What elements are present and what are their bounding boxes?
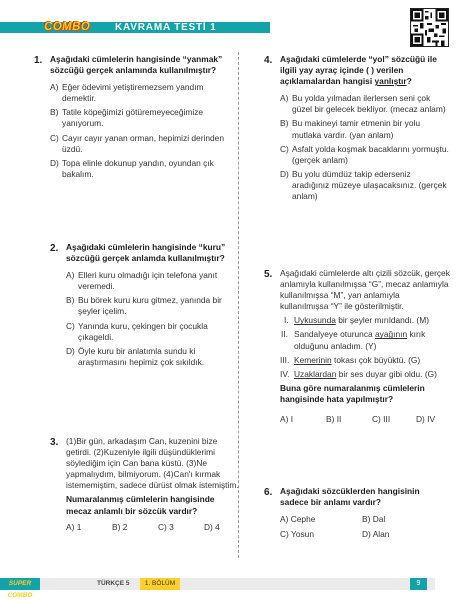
- option-text: Eğer ödevimi yetiştiremezsem yandım demektir.: [62, 82, 204, 104]
- option-text: Bu börek kuru kuru gitmez, yanında bir şeyler içelim.: [78, 295, 222, 317]
- option-letter: B): [280, 118, 289, 129]
- statement-text: tokası çok büyüktü. (G): [331, 354, 421, 365]
- underlined-word: Uzaklardan: [294, 368, 337, 379]
- statement-text: bir ses duyar gibi oldu. (G): [336, 368, 437, 379]
- option-letter: A): [66, 270, 75, 281]
- roman-number: IV.: [280, 368, 290, 379]
- option-a[interactable]: [50, 82, 230, 104]
- option-letter: D): [66, 345, 75, 356]
- option-c[interactable]: [66, 321, 244, 343]
- page-number: 9: [410, 578, 427, 590]
- question-passage: (1)Bir gün, arkadaşım Can, kuzenini bize getirdi. (2)Kuzeniyle ilgili düşündüklerimi söylediğim için Can bana küstü. (3)Ne yapmalıydım, bilmiyorum. (4)Can'ı kırmak istememiştim, sadece dürüst olmak istemiştim.: [66, 436, 239, 491]
- answer-c[interactable]: C) 3: [158, 521, 174, 532]
- roman-number: I.: [284, 315, 289, 326]
- option-letter: C): [50, 132, 59, 143]
- option-letter: D): [280, 168, 289, 179]
- question-stem: Buna göre numaralanmış cümlelerin hangisinde hata yapılmıştır?: [280, 382, 425, 404]
- question-stem: Aşağıdaki cümlelerin hangisinde “kuru” sözcüğü gerçek anlamda kullanılmıştır?: [66, 242, 226, 264]
- statement-text: Sandalyeye oturunca: [294, 329, 376, 340]
- question-number: 6.: [264, 487, 273, 498]
- option-letter: B): [66, 295, 75, 306]
- underlined-word: Kemerinin: [294, 354, 332, 365]
- answer-d[interactable]: D) 4: [204, 521, 220, 532]
- question-6: [264, 486, 450, 540]
- answer-b[interactable]: B) II: [326, 414, 342, 425]
- answer-b[interactable]: B) 2: [112, 521, 128, 532]
- option-a[interactable]: [66, 270, 244, 292]
- option-letter: A): [50, 82, 59, 93]
- answer-a[interactable]: A) I: [280, 414, 294, 425]
- question-number: 2.: [50, 243, 59, 254]
- question-number: 4.: [264, 55, 273, 66]
- option-text: Bu makineyi tamir etmenin bir yolu mutlaka vardır. (yan anlam): [292, 118, 421, 140]
- question-stem: Aşağıdaki sözcüklerden hangisinin sadece bir anlamı vardır?: [280, 486, 420, 508]
- answer-b[interactable]: B) Dal: [362, 514, 386, 525]
- answer-d[interactable]: D) IV: [416, 414, 436, 425]
- question-number: 5.: [264, 269, 273, 280]
- answer-d[interactable]: D) Alan: [362, 529, 390, 540]
- answer-c[interactable]: C) Yosun: [280, 529, 314, 540]
- statement-2: [280, 329, 450, 351]
- option-text: Yanında kuru, çekingen bir çocukla çıkageldi.: [78, 320, 208, 342]
- question-stem: Numaralanmış cümlelerin hangisinde mecaz anlamlı bir sözcük vardır?: [66, 494, 215, 516]
- page-title: KAVRAMA TESTİ 1: [115, 22, 217, 33]
- footer-logo: SUPER COMBO: [0, 578, 40, 590]
- question-1: [34, 54, 230, 180]
- option-d[interactable]: [66, 346, 244, 368]
- option-letter: C): [66, 320, 75, 331]
- answer-a[interactable]: A) 1: [66, 521, 82, 532]
- option-text: Bu yolda yılmadan ilerlersen seni çok güzel bir gelecek bekliyor. (mecaz anlam): [292, 93, 446, 115]
- question-stem: Aşağıdaki cümlelerin hangisinde “yanmak” sözcüğü gerçek anlamında kullanılmıştır?: [50, 54, 223, 76]
- option-text: Tatile köpeğimizi götüremeyeceğimize yanıyorum.: [62, 107, 204, 129]
- option-d[interactable]: [280, 169, 450, 202]
- option-c[interactable]: [50, 133, 230, 155]
- option-letter: C): [280, 143, 289, 154]
- stem-text: Aşağıdaki cümlelerde “yol” sözcüğü ile ilgili yay ayraç içinde ( ) verilen açıklamalardan hangisi: [280, 54, 437, 87]
- question-2: [50, 242, 244, 368]
- statement-4: [280, 369, 450, 380]
- option-text: Bu yolu dümdüz takip ederseniz aradığınız müzeye ulaşacaksınız. (gerçek anlam): [292, 168, 447, 202]
- option-b[interactable]: [280, 118, 450, 140]
- question-3: [50, 436, 242, 533]
- statement-text: kırık olduğunu anladım. (Y): [294, 329, 426, 351]
- question-5: [264, 268, 450, 425]
- qr-code[interactable]: [410, 8, 449, 47]
- option-text: Cayır cayır yanan orman, hepimizi derinden üzdü.: [62, 132, 224, 154]
- option-text: Topa elinle dokunup yandın, oyundan çık bakalım.: [62, 157, 214, 179]
- stem-underlined: yanlıştır: [374, 76, 407, 87]
- option-a[interactable]: [280, 93, 450, 115]
- underlined-word: Uykusunda: [294, 315, 336, 326]
- answer-row: [280, 414, 450, 425]
- option-b[interactable]: [50, 107, 230, 129]
- question-stem: [280, 54, 450, 87]
- statement-1: [280, 315, 450, 326]
- answer-row: [280, 514, 450, 525]
- stem-end: ?: [406, 76, 412, 87]
- question-4: [264, 54, 450, 202]
- option-letter: D): [50, 157, 59, 168]
- question-number: 3.: [50, 437, 59, 448]
- option-letter: A): [280, 93, 289, 104]
- option-text: Öyle kuru bir anlatımla sundu ki araştırmasını hepimiz çok sıkıldık.: [78, 345, 205, 367]
- answer-row: [280, 529, 450, 540]
- option-c[interactable]: [280, 144, 450, 166]
- underlined-word: ayağının: [375, 329, 408, 340]
- roman-number: II.: [281, 329, 288, 340]
- question-number: 1.: [34, 55, 43, 66]
- answer-a[interactable]: A) Cephe: [280, 514, 316, 525]
- option-b[interactable]: [66, 295, 244, 317]
- question-intro: Aşağıdaki cümlelerde altı çizili sözcük, gerçek anlamıyla kullanılmışsa “G”, mecaz anlamıyla kullanılmışsa “M”, yan anlamıyla kullanılmışsa “Y” ile gösterilmiştir.: [280, 268, 450, 312]
- statement-text: bir şeyler mırıldandı. (M): [335, 315, 429, 326]
- footer-subject: TÜRKÇE 5: [97, 580, 130, 587]
- footer: [0, 576, 463, 599]
- option-letter: B): [50, 107, 59, 118]
- option-text: Asfalt yolda koşmak bacaklarını yormuştu. (gerçek anlam): [292, 143, 449, 165]
- statement-3: [280, 355, 450, 366]
- roman-number: III.: [280, 354, 290, 365]
- answer-c[interactable]: C) III: [372, 414, 391, 425]
- answer-row: [66, 522, 242, 533]
- option-text: Elleri kuru olmadığı için telefona yanıt veremedi.: [78, 270, 218, 292]
- option-d[interactable]: [50, 158, 230, 180]
- combo-logo: COMBO: [44, 21, 91, 33]
- footer-section: 1. BÖLÜM: [140, 578, 180, 590]
